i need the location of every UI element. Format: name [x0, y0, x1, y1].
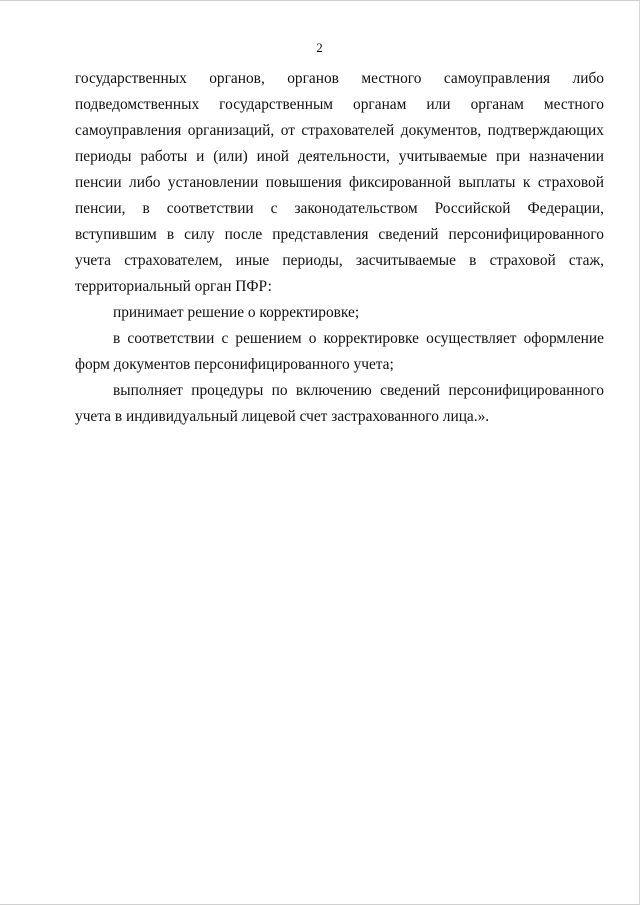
page-top-edge	[0, 0, 640, 1]
document-body	[75, 66, 604, 430]
page-number: 2	[316, 40, 323, 55]
paragraph-forms: в соответствии с решением о корректировке осуществляет оформление форм документов персонифицированного учета;	[75, 330, 604, 373]
paragraph-decision: принимает решение о корректировке;	[113, 304, 360, 321]
paragraph-continuation: государственных органов, органов местного самоуправления либо подведомственных государственным органам или органам местного самоуправления организаций, от страхователей документов, подтверждающих периоды работы и (или) иной деятельности, учитываемые при назначении пенсии либо установлении повышения фиксированной выплаты к страховой пенсии, в соответствии с законодательством Российской Федерации, вступившим в силу после представления сведений персонифицированного учета страхователем, иные периоды, засчитываемые в страховой стаж, территориальный орган ПФР:	[75, 70, 604, 295]
paragraph-procedures: выполняет процедуры по включению сведений персонифицированного учета в индивидуальный лицевой счет застрахованного лица.».	[75, 382, 604, 425]
